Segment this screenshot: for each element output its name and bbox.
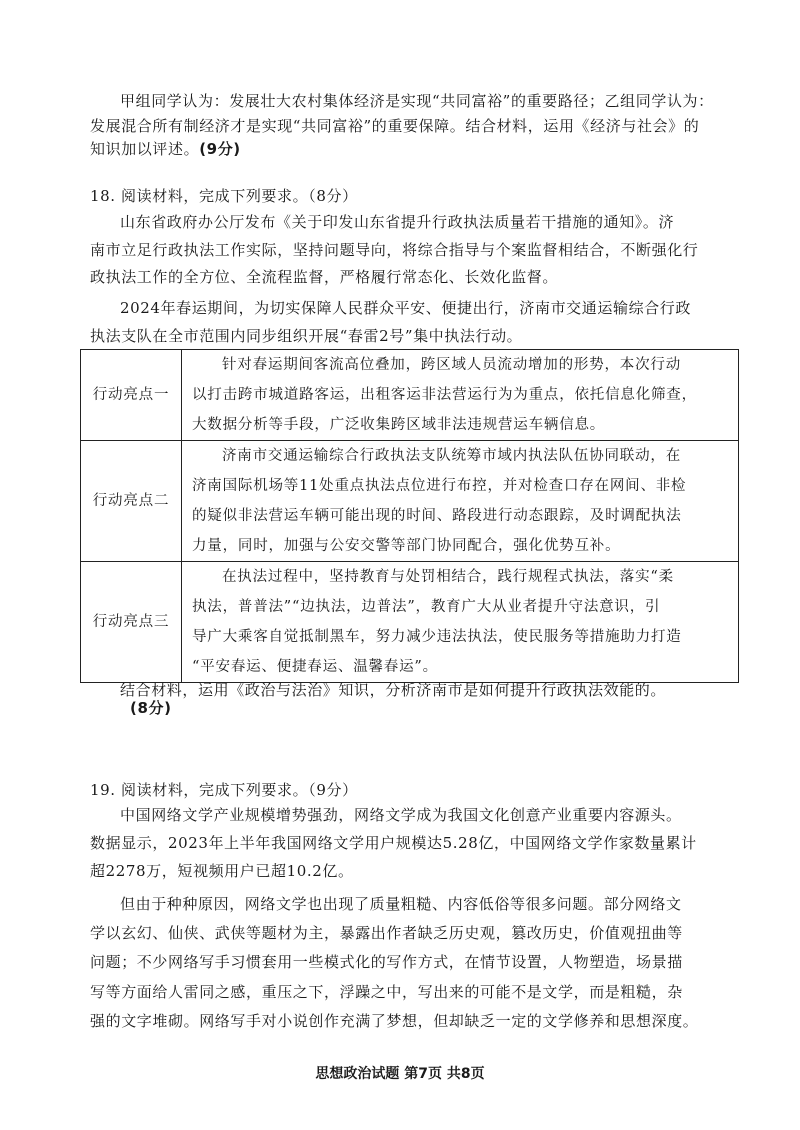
q19-p2-line-3: 问题；不少网络写手习惯套用一些模式化的写作方式，在情节设置，人物塑造，场景描 [90,953,683,971]
question-19-heading: 19. 阅读材料，完成下列要求。（9分） [90,781,358,799]
table-row [81,350,739,441]
q19-p1-line-3: 超2278万，短视频用户已超10.2亿。 [90,862,354,880]
q19-p2-line-1: 但由于种种原因，网络文学也出现了质量粗糙、内容低俗等很多问题。部分网络文 [120,895,682,913]
q18-p1-line-2: 南市立足行政执法工作实际，坚持问题导向，将综合指导与个案监督相结合，不断强化行 [90,241,699,259]
intro-line-3-text: 知识加以评述。 [90,140,200,158]
cell-line: 大数据分析等手段，广泛收集跨区域非法违规营运车辆信息。 [192,417,606,433]
cell-line: 力量，同时，加强与公安交警等部门协同配合，强化优势互补。 [192,538,621,554]
q19-p2-line-2: 学以玄幻、仙侠、武侠等题材为主，暴露出作者缺乏历史观，篡改历史，价值观扭曲等 [90,924,683,942]
intro-line-1: 甲组同学认为：发展壮大农村集体经济是实现“共同富裕”的重要路径；乙组同学认为： [120,92,714,110]
q18-p2-line-2: 执法支队在全市范围内同步组织开展“春雷2号”集中执法行动。 [90,327,523,345]
cell-line: 的疑似非法营运车辆可能出现的时间、路段进行动态跟踪，及时调配执法 [192,508,682,524]
q18-question: 结合材料，运用《政治与法治》知识，分析济南市是如何提升行政执法效能的。 [120,681,667,699]
q19-p2-line-4: 写等方面给人雷同之感，重压之下，浮躁之中，写出来的可能不是文学，而是粗糙，杂 [90,983,683,1001]
row-content [182,562,739,683]
table-row [81,441,739,562]
q19-p1-line-1: 中国网络文学产业规模增势强劲，网络文学成为我国文化创意产业重要内容源头。 [120,806,682,824]
row-content [182,350,739,441]
cell-line: 济南国际机场等11处重点执法点位进行布控，并对检查口存在网间、非检 [192,478,687,494]
q18-p2-line-1: 2024年春运期间，为切实保障人民群众平安、便捷出行，济南市交通运输综合行政 [120,299,691,317]
cell-line: 以打击跨市城道路客运，出租客运非法营运行为为重点，依托信息化筛查， [192,387,697,403]
intro-line-2: 发展混合所有制经济才是实现“共同富裕”的重要保障。结合材料，运用《经济与社会》的 [90,117,700,135]
cell-line: 济南市交通运输综合行政执法支队统筹市域内执法队伍协同联动，在 [222,448,681,464]
row-content [182,441,739,562]
row-label: 行动亮点二 [81,441,182,562]
cell-line: 针对春运期间客流高位叠加，跨区域人员流动增加的形势，本次行动 [222,357,681,373]
table-row [81,562,739,683]
cell-line: 执法，普普法”“边执法，边普法”，教育广大从业者提升守法意识，引 [192,599,661,615]
row-label: 行动亮点三 [81,562,182,683]
question-18-heading: 18. 阅读材料，完成下列要求。（8分） [90,187,358,205]
action-highlights-table [80,349,739,683]
q19-p1-line-2: 数据显示，2023年上半年我国网络文学用户规模达5.28亿，中国网络文学作家数量累计 [90,834,697,852]
q18-p1-line-1: 山东省政府办公厅发布《关于印发山东省提升行政执法质量若干措施的通知》。济 [120,213,675,231]
intro-score: (9分) [199,140,241,158]
cell-line: 在执法过程中，坚持教育与处罚相结合，践行规程式执法，落实“柔 [222,569,674,585]
q18-p1-line-3: 政执法工作的全方位、全流程监督，严格履行常态化、长效化监督。 [90,268,559,286]
intro-line-3 [90,138,241,160]
q18-score: (8分) [130,699,172,717]
page-footer: 思想政治试题 第7页 共8页 [315,1066,485,1082]
cell-line: 导广大乘客自觉抵制黑车，努力减少违法执法，使民服务等措施助力打造 [192,629,682,645]
row-label: 行动亮点一 [81,350,182,441]
q19-p2-line-5: 强的文字堆砌。网络写手对小说创作充满了梦想，但却缺乏一定的文学修养和思想深度。 [90,1012,699,1030]
cell-line: “平安春运、便捷春运、温馨春运”。 [192,659,438,675]
